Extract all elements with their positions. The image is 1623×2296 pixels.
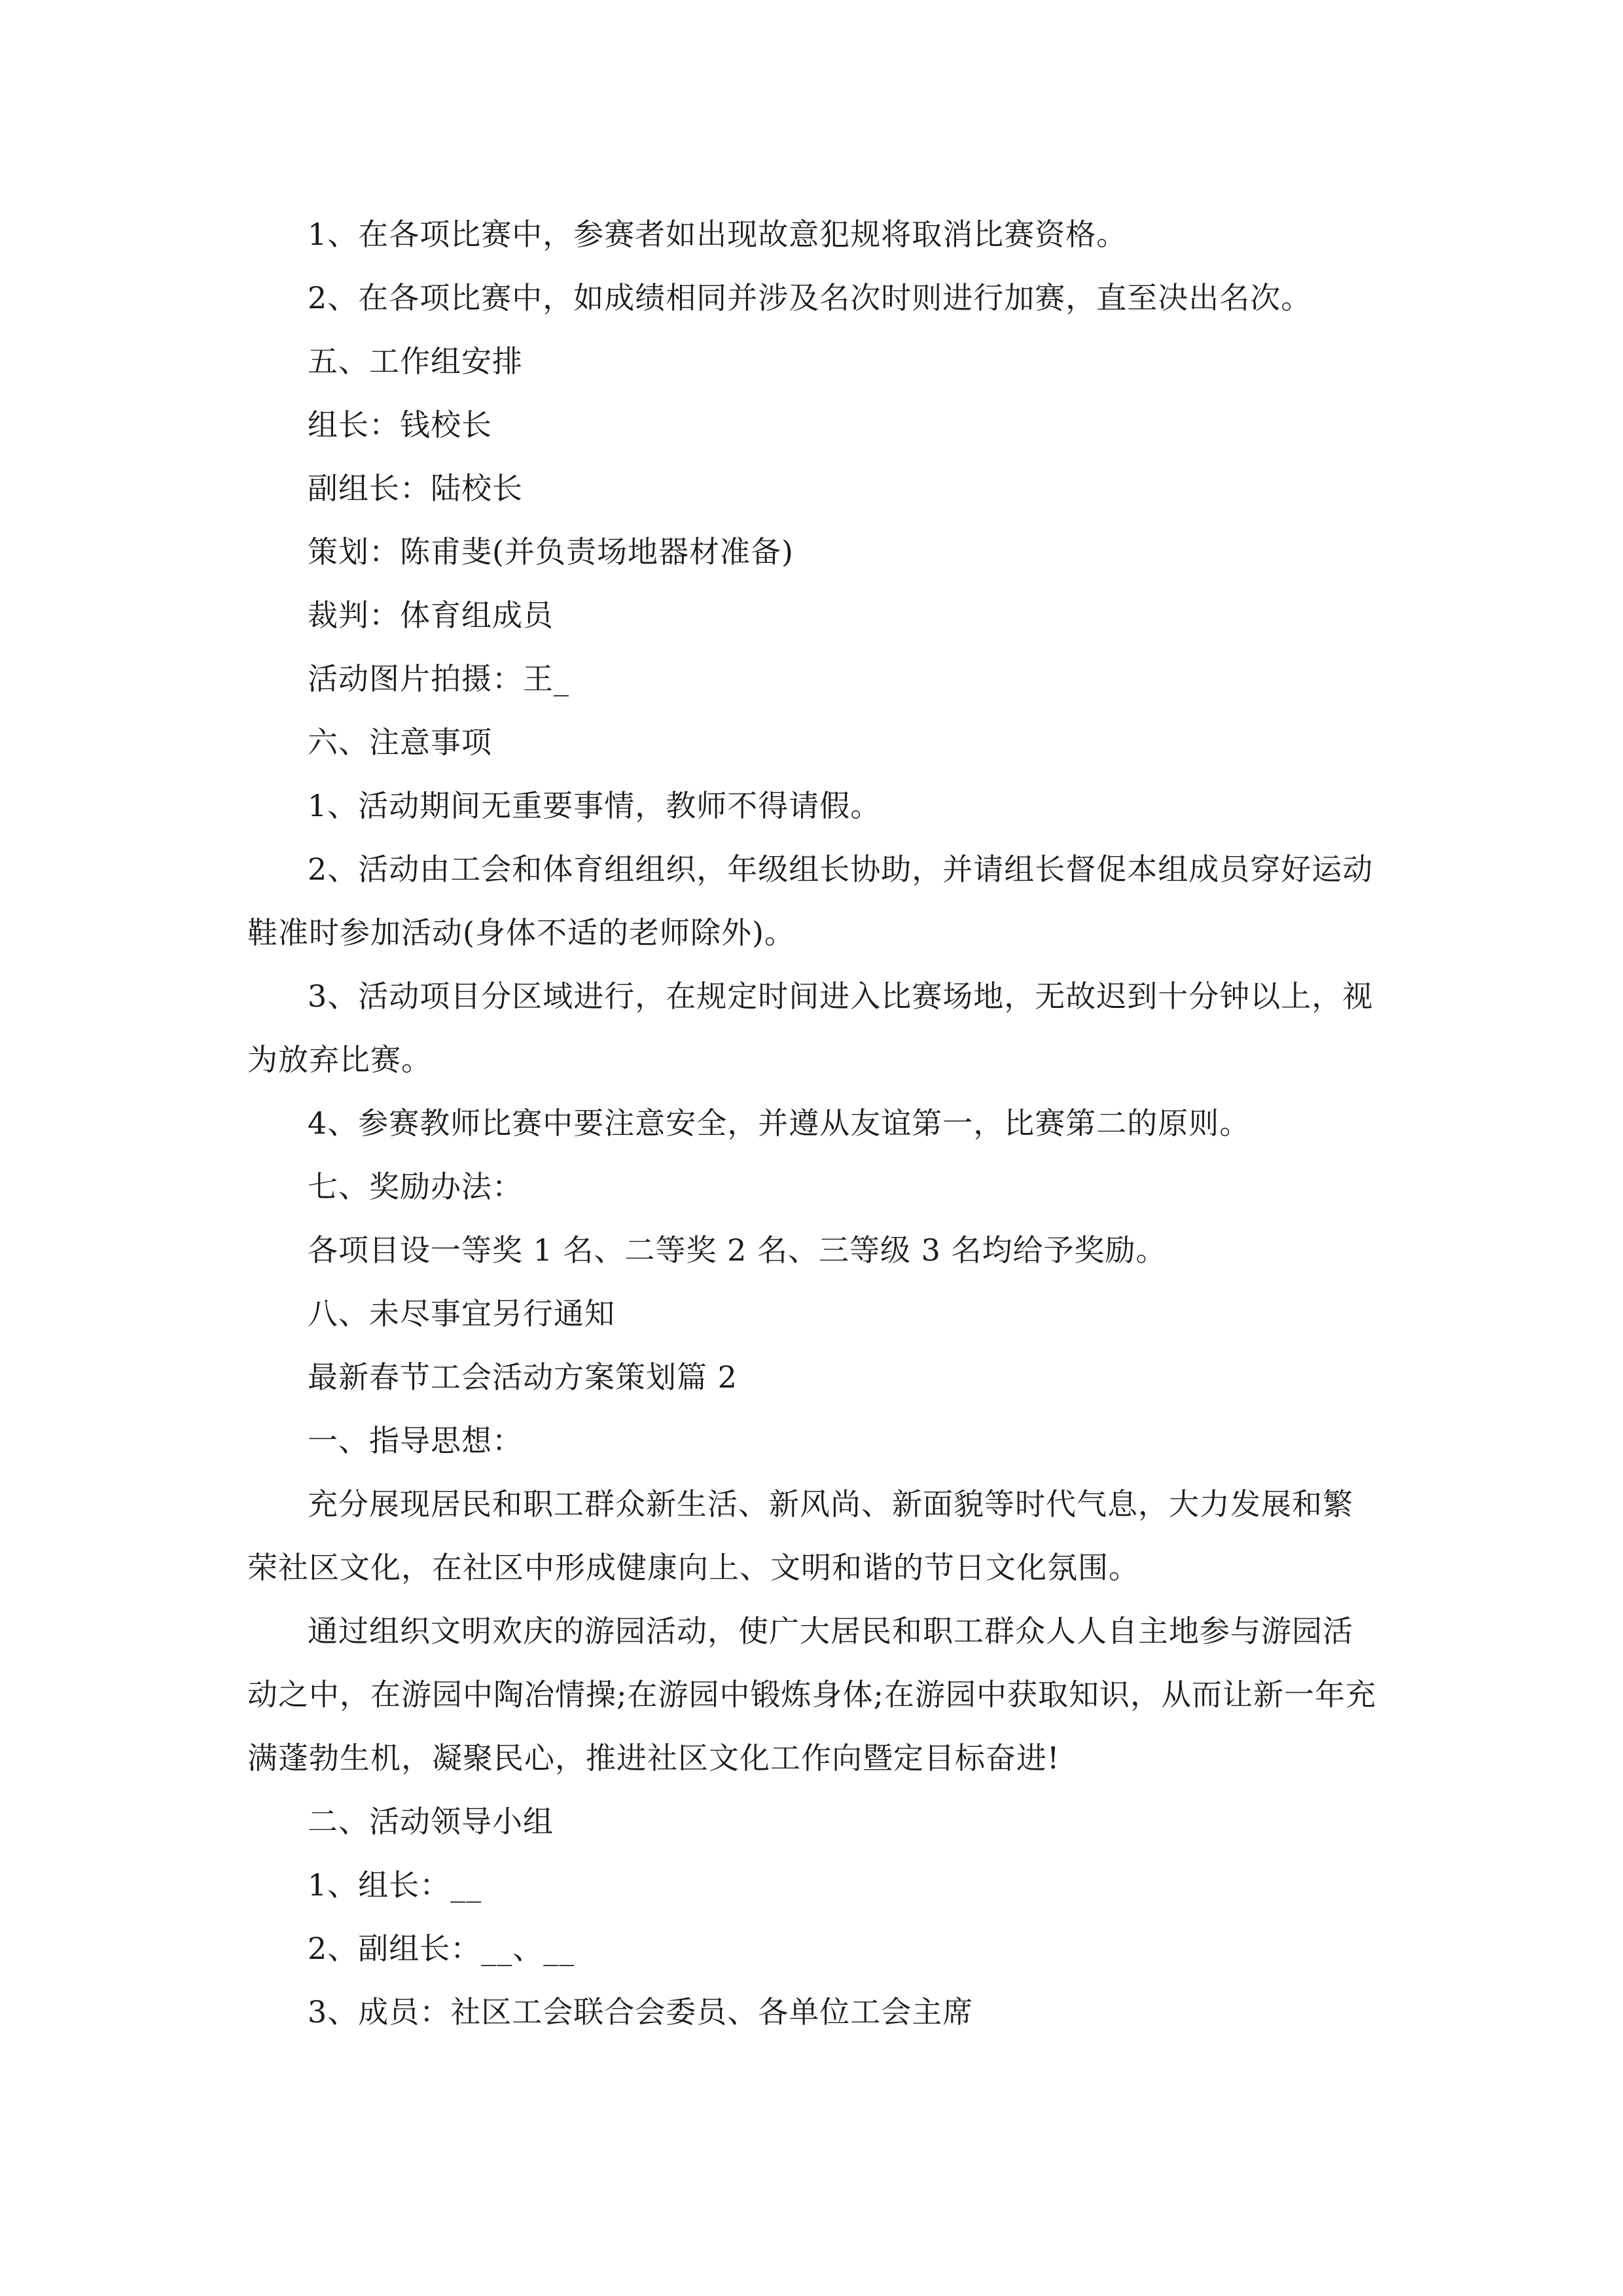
paragraph: 通过组织文明欢庆的游园活动，使广大居民和职工群众人人自主地参与游园活动之中，在游园中陶冶情操;在游园中锻炼身体;在游园中获取知识，从而让新一年充满蓬勃生机，凝聚民心，推进社区文化工作向暨定目标奋进!: [247, 1613, 1376, 1776]
paragraph: 充分展现居民和职工群众新生活、新风尚、新面貌等时代气息，大力发展和繁荣社区文化，在社区中形成健康向上、文明和谐的节日文化氛围。: [247, 1486, 1353, 1585]
paragraph: 活动图片拍摄：王_: [308, 661, 569, 696]
section-heading: 七、奖励办法：: [308, 1169, 523, 1204]
paragraph: 1、组长：__: [308, 1867, 482, 1903]
paragraph: 1、活动期间无重要事情，教师不得请假。: [308, 788, 882, 823]
paragraph: 3、活动项目分区域进行，在规定时间进入比赛场地，无故迟到十分钟以上，视为放弃比赛。: [247, 978, 1374, 1077]
paragraph: 2、副组长：__、__: [308, 1931, 575, 1966]
section-heading: 二、活动领导小组: [308, 1804, 554, 1839]
paragraph: 策划：陈甫斐(并负责场地器材准备): [308, 534, 794, 569]
section-heading: 一、指导思想：: [308, 1423, 523, 1458]
paragraph: 3、成员：社区工会联合会委员、各单位工会主席: [308, 1994, 974, 2030]
paragraph: 1、在各项比赛中，参赛者如出现故意犯规将取消比赛资格。: [308, 217, 1128, 252]
section-heading: 八、未尽事宜另行通知: [308, 1296, 615, 1331]
document-title: 最新春节工会活动方案策划篇 2: [308, 1359, 738, 1395]
paragraph: 各项目设一等奖 1 名、二等奖 2 名、三等级 3 名均给予奖励。: [308, 1232, 1167, 1268]
paragraph: 4、参赛教师比赛中要注意安全，并遵从友谊第一，比赛第二的原则。: [308, 1105, 1251, 1141]
paragraph: 裁判：体育组成员: [308, 598, 554, 633]
paragraph: 组长：钱校长: [308, 407, 492, 442]
paragraph: 副组长：陆校长: [308, 471, 523, 506]
paragraph: 2、活动由工会和体育组组织，年级组长协助，并请组长督促本组成员穿好运动鞋准时参加活动(身体不适的老师除外)。: [247, 852, 1374, 950]
section-heading: 五、工作组安排: [308, 344, 523, 379]
paragraph: 2、在各项比赛中，如成绩相同并涉及名次时则进行加赛，直至决出名次。: [308, 280, 1312, 315]
section-heading: 六、注意事项: [308, 725, 492, 760]
document-body: [247, 203, 1376, 2044]
